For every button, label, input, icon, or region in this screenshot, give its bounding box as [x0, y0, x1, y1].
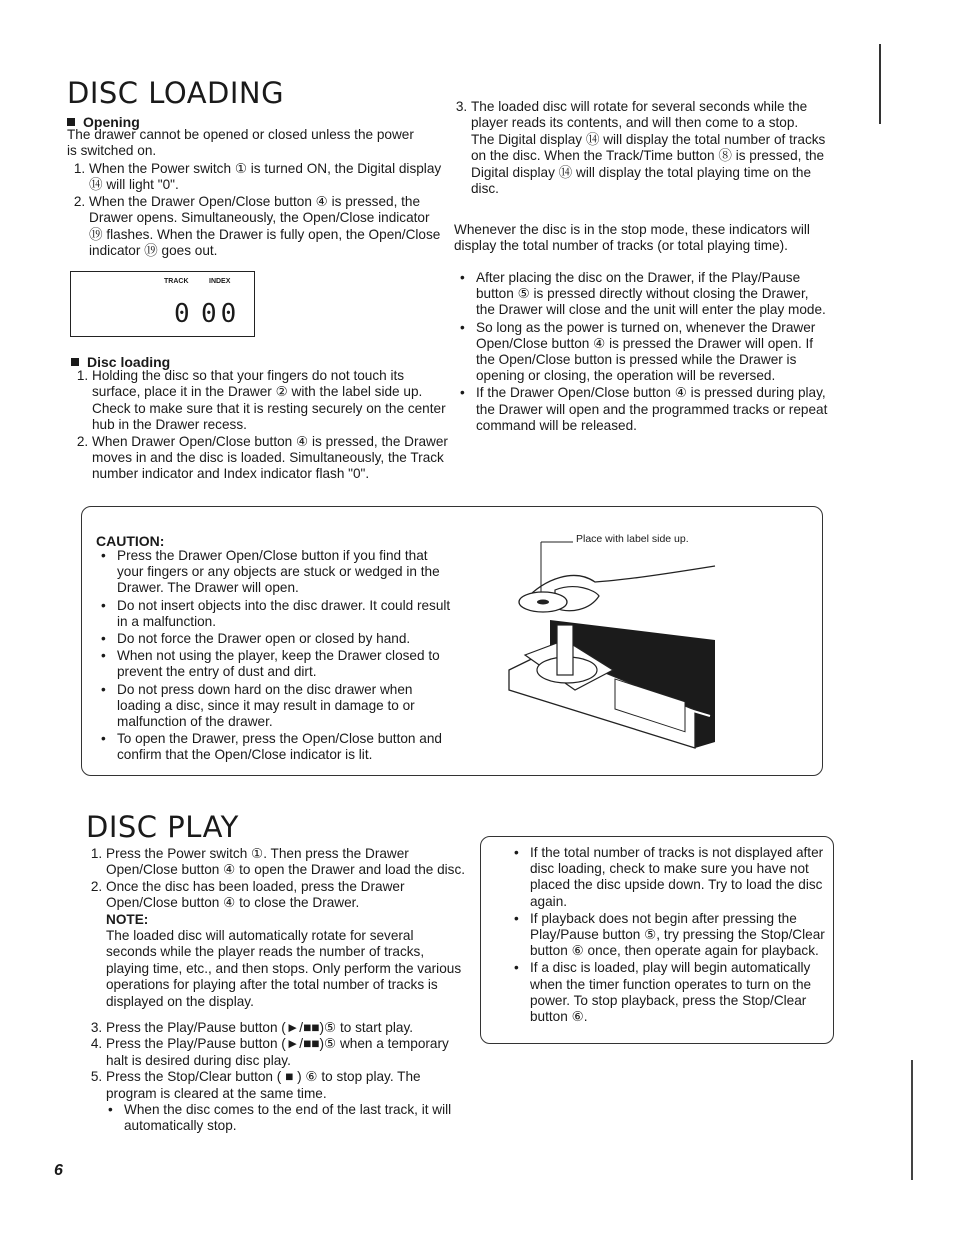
disc-play-step-text: Once the disc has been loaded, press the Drawer Open/Close button ④ to close the Drawer. — [106, 878, 405, 911]
track-label: TRACK — [164, 278, 189, 285]
margin-rule — [911, 1060, 913, 1180]
index-label: INDEX — [209, 278, 231, 285]
opening-step: 1. When the Power switch ① is turned ON, the Digital display ⑭ will light "0". — [89, 161, 444, 194]
disc-loading-steps — [70, 368, 448, 483]
tips-bullet: • If playback does not begin after pressing the Play/Pause button ⑤, try pressing the Stop/Clear button ⑥ once, then operate again for playback. — [530, 911, 836, 960]
step-5-bullet: • When the disc comes to the end of the last track, it will automatically stop. — [124, 1102, 466, 1134]
disc-play-steps-a — [84, 846, 466, 1010]
caution-bullet: • Do not press down hard on the disc drawer when loading a disc, since it may result in damage to or malfunction of the drawer. — [117, 682, 455, 731]
index-value: 00 — [201, 299, 241, 329]
tips-bullets — [512, 845, 836, 1026]
cd-player-illustration — [495, 530, 725, 755]
disc-loading-step-3 — [449, 99, 829, 197]
subheading-opening: Opening — [67, 114, 140, 130]
disc-play-steps-b — [84, 1020, 466, 1135]
opening-steps — [67, 161, 444, 259]
section-title-disc-play: DISC PLAY — [86, 810, 239, 844]
stop-mode-bullet: • If the Drawer Open/Close button ④ is pressed during play, the Drawer will open and the programmed tracks or repeat command will be released. — [476, 385, 828, 434]
caution-heading: CAUTION: — [96, 533, 165, 549]
caution-bullet: • Do not insert objects into the disc drawer. It could result in a malfunction. — [117, 598, 455, 630]
page-number: 6 — [54, 1162, 63, 1179]
stop-mode-bullet: • So long as the power is turned on, whenever the Drawer Open/Close button ④ is pressed the Drawer will open. If the Open/Close button is pressed while the Drawer is opening or closing, the operation will be reversed. — [476, 320, 828, 385]
disc-play-step-text: Press the Stop/Clear button ( ■ ) ⑥ to stop play. The program is cleared at the same time. — [106, 1069, 421, 1101]
disc-play-step: 1. Press the Power switch ①. Then press the Drawer Open/Close button ④ to open the Drawer and load the disc. — [106, 846, 466, 879]
margin-rule — [879, 44, 881, 124]
step-3-detail: The Digital display ⑭ will display the total number of tracks on the disc. When the Track/Time button ⑧ is pressed, the Digital display ⑭ will display the total playing time on the disc. — [471, 131, 826, 197]
disc-play-step: 3. Press the Play/Pause button (►/■■)⑤ to start play. — [106, 1020, 466, 1036]
subheading-disc-loading: Disc loading — [71, 354, 170, 370]
section-title-disc-loading: DISC LOADING — [67, 76, 285, 110]
opening-step: 2. When the Drawer Open/Close button ④ is pressed, the Drawer opens. Simultaneously, the Open/Close indicator ⑲ flashes. When the Drawer is fully open, the Open/Close indicator ⑲ goes out. — [89, 194, 444, 260]
note-heading: NOTE: — [106, 911, 149, 927]
disc-loading-step: 2. When Drawer Open/Close button ④ is pressed, the Drawer moves in and the disc is loaded. Simultaneously, the Track number indicator and Index indicator flash "0". — [92, 434, 448, 483]
step-5-bullets — [106, 1102, 466, 1134]
disc-loading-step: 1. Holding the disc so that your fingers do not touch its surface, place it in the Drawer ② with the label side up. Check to make sure that it is resting securely on the center hub in the Drawer recess. — [92, 368, 448, 434]
digital-display-illustration — [70, 271, 255, 337]
note-text: The loaded disc will automatically rotate for several seconds while the player reads the number of tracks, playing time, etc., and then stops. Only perform the various operations for playing after the total number of tracks is displayed on the display. — [106, 928, 462, 1009]
disc-play-step: 4. Press the Play/Pause button (►/■■)⑤ when a temporary halt is desired during disc play. — [106, 1036, 466, 1069]
stop-mode-bullets — [458, 270, 828, 435]
step-3-text: The loaded disc will rotate for several seconds while the player reads its contents, and will then come to a stop. — [471, 99, 808, 131]
illustration-caption: Place with label side up. — [576, 533, 689, 545]
caution-bullet: • Press the Drawer Open/Close button if you find that your fingers or any objects are stuck or wedged in the Drawer. The Drawer will open. — [117, 548, 455, 597]
caution-bullet: • Do not force the Drawer open or closed by hand. — [117, 631, 455, 647]
disc-loading-step — [471, 99, 829, 197]
tips-bullet: • If a disc is loaded, play will begin automatically when the timer function operates to turn on the power. To stop playback, press the Stop/Clear button ⑥. — [530, 960, 836, 1025]
tips-bullet: • If the total number of tracks is not displayed after disc loading, check to make sure you have not placed the disc upside down. Try to load the disc again. — [530, 845, 836, 910]
caution-bullet: • To open the Drawer, press the Open/Close button and confirm that the Open/Close indicator is lit. — [117, 731, 455, 763]
caution-bullets — [99, 548, 455, 765]
disc-play-step — [106, 879, 466, 1010]
track-value: 0 — [174, 299, 194, 329]
stop-mode-bullet: • After placing the disc on the Drawer, if the Play/Pause button ⑤ is pressed directly without closing the Drawer, the Drawer will close and the unit will enter the play mode. — [476, 270, 828, 319]
disc-play-step — [106, 1069, 466, 1134]
opening-intro: The drawer cannot be opened or closed unless the power is switched on. — [67, 127, 414, 159]
caution-bullet: • When not using the player, keep the Drawer closed to prevent the entry of dust and dirt. — [117, 648, 455, 680]
stop-mode-text: Whenever the disc is in the stop mode, these indicators will display the total number of tracks (or total playing time). — [454, 222, 810, 254]
